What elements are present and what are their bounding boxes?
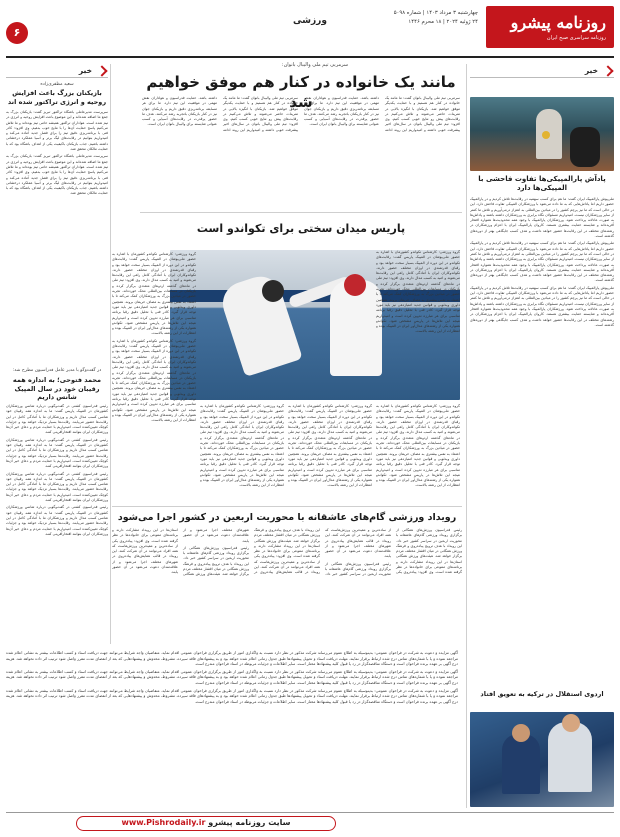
main-kicker: سرمربی تیم ملی والیبال بانوان:	[281, 62, 349, 68]
page-footer	[6, 812, 614, 832]
taekwondo-body-col2: گروه ورزشی: کارشناس تکواندو کشورمان با اشاره به حضور ملی‌پوشان در المپیک پاریس گفت: رقابت‌های تکواندو در این دوره از المپیک بسیار سخت خواهد بود و رقبای قدرتمندی در اوزان مختلف حضور دارند. تکواندوکاران ایران با آمادگی کامل راهی این رقابت‌ها می‌شوند و امید به کسب مدال دارند. وی افزود: تیم ملی در ماه‌های گذشته اردوهای متعددی برگزار کرده و بازیکنان در مسابقات بین‌المللی محک خورده‌اند. تجربه حضور در میادین بزرگ به ورزشکاران کمک می‌کند تا با اعتماد به نفس بیشتری به مصاف حریفان بروند. همچنین داوری ویدئویی و قوانین جدید امتیازدهی نیز باید مورد توجه قرار گیرد. کادر فنی با تحلیل دقیق رقبا برنامه مناسبی برای هر مبارزه تدوین کرده است و امیدواریم نتیجه این تلاش‌ها در پاریس مشخص شود. تکواندو همواره یکی از رشته‌های مدال‌آور ایران در المپیک بوده و انتظارات از این رشته بالاست.	[288, 404, 372, 488]
taekwondo-divider	[112, 506, 462, 507]
chevron-icon	[602, 65, 613, 76]
section-title: ورزشی	[293, 16, 327, 26]
website-label: سایت روزنامه پیشرو	[208, 818, 291, 827]
header-rule	[6, 56, 614, 58]
taekwondo-headline[interactable]: پاریس میدان سختی برای تکواندو است	[196, 222, 406, 235]
column-divider	[466, 64, 467, 808]
column-divider	[110, 64, 111, 644]
right-column-headline[interactable]: پادآش پارالمپیکی‌ها تفاوت فاحشی با المپیکی‌ها دارد	[478, 175, 606, 192]
website-url[interactable]: www.Pishrodaily.ir	[121, 818, 206, 827]
main-article-body: سرمربی تیم ملی والیبال بانوان گفت: ما مانند یک خانواده در کنار هم هستیم و با حمایت یکدیگر موفق خواهیم شد. بازیکنان با انگیزه بالایی در تمرینات حاضر می‌شوند و تلاش می‌کنیم در رقابت‌های پیش رو نتایج خوبی کسب کنیم. وی افزود: تیم ملی والیبال بانوان در سال‌های اخیر پیشرفت خوبی داشته و امیدواریم این روند ادامه داشته باشد. حمایت فدراسیون و هواداران نقش مهمی در موفقیت این تیم دارد. ما برای هر مسابقه برنامه‌ریزی دقیق داریم و بازیکنان جوان نیز در کنار بازیکنان باتجربه رشد می‌کنند. هدف ما حضور پرقدرت در رقابت‌های آسیایی و کسب عنوانی شایسته برای والیبال بانوان ایران است. سرمربی تیم ملی والیبال بانوان گفت: ما مانند یک خانواده در کنار هم هستیم و با حمایت یکدیگر موفق خواهیم شد. بازیکنان با انگیزه بالایی در تمرینات حاضر می‌شوند و تلاش می‌کنیم در رقابت‌های پیش رو نتایج خوبی کسب کنیم. وی افزود: تیم ملی والیبال بانوان در سال‌های اخیر پیشرفت خوبی داشته و امیدواریم این روند ادامه داشته باشد. حمایت فدراسیون و هواداران نقش مهمی در موفقیت این تیم دارد. ما برای هر مسابقه برنامه‌ریزی دقیق داریم و بازیکنان جوان نیز در کنار بازیکنان باتجربه رشد می‌کنند. هدف ما حضور پرقدرت در رقابت‌های آسیایی و کسب عنوانی شایسته برای والیبال بانوان ایران است.	[142, 96, 460, 132]
left-sub-kicker: در گفت‌وگو با مدیر عامل فدراسیون مطرح شد:	[12, 368, 102, 373]
event-body: رئیس فدراسیون ورزش‌های همگانی از برگزاری رویداد ورزشی گام‌های عاشقانه با محوریت اربعین در سراسر کشور خبر داد. این رویداد با هدف ترویج پیاده‌روی و فرهنگ ورزش همگانی در میان اقشار مختلف مردم برگزار خواهد شد. هیئت‌های ورزش همگانی استان‌ها در این رویداد مشارکت دارند و برنامه‌های متنوعی برای خانواده‌ها در نظر گرفته شده است. وی افزود: پیاده‌روی یکی از ساده‌ترین و مفیدترین ورزش‌هاست که همه افراد می‌توانند در آن شرکت کنند. این رویداد در قالب همایش‌های پیاده‌روی در شهرهای مختلف اجرا می‌شود و از علاقه‌مندان دعوت می‌شود در آن حضور یابند. رئیس فدراسیون ورزش‌های همگانی از برگزاری رویداد ورزشی گام‌های عاشقانه با محوریت اربعین در سراسر کشور خبر داد. این رویداد با هدف ترویج پیاده‌روی و فرهنگ ورزش همگانی در میان اقشار مختلف مردم برگزار خواهد شد. هیئت‌های ورزش همگانی استان‌ها در این رویداد مشارکت دارند و برنامه‌های متنوعی برای خانواده‌ها در نظر گرفته شده است. وی افزود: پیاده‌روی یکی از ساده‌ترین و مفیدترین ورزش‌هاست که همه افراد می‌توانند در آن شرکت کنند. این رویداد در قالب همایش‌های پیاده‌روی در شهرهای مختلف اجرا می‌شود و از علاقه‌مندان دعوت می‌شود در آن حضور یابند. رئیس فدراسیون ورزش‌های همگانی از برگزاری رویداد ورزشی گام‌های عاشقانه با محوریت اربعین در سراسر کشور خبر داد. این رویداد با هدف ترویج پیاده‌روی و فرهنگ ورزش همگانی در میان اقشار مختلف مردم برگزار خواهد شد. هیئت‌های ورزش همگانی استان‌ها در این رویداد مشارکت دارند و برنامه‌های متنوعی برای خانواده‌ها در نظر گرفته شده است. وی افزود: پیاده‌روی یکی از ساده‌ترین و مفیدترین ورزش‌هاست که همه افراد می‌توانند در آن شرکت کنند. این رویداد در قالب همایش‌های پیاده‌روی در شهرهای مختلف اجرا می‌شود و از علاقه‌مندان دعوت می‌شود در آن حضور یابند.	[112, 528, 462, 577]
left-sub-body: رئیس فدراسیون کشتی در گفت‌وگویی درباره شانس ورزشکاران کشورمان در المپیک پاریس گفت: ما به اندازه همه رقیبان خود شانس کسب مدال داریم و ورزشکاران ما با آمادگی کامل در این رقابت‌ها حضور می‌یابند. رقابت‌ها بسیار نزدیک خواهد بود و جزئیات کوچک تعیین‌کننده است. امیدواریم با حمایت مردم و دعای خیر آن‌ها ورزشکاران ایران بتوانند افتخارآفرینی کنند. رئیس فدراسیون کشتی در گفت‌وگویی درباره شانس ورزشکاران کشورمان در المپیک پاریس گفت: ما به اندازه همه رقیبان خود شانس کسب مدال داریم و ورزشکاران ما با آمادگی کامل در این رقابت‌ها حضور می‌یابند. رقابت‌ها بسیار نزدیک خواهد بود و جزئیات کوچک تعیین‌کننده است. امیدواریم با حمایت مردم و دعای خیر آن‌ها ورزشکاران ایران بتوانند افتخارآفرینی کنند. رئیس فدراسیون کشتی در گفت‌وگویی درباره شانس ورزشکاران کشورمان در المپیک پاریس گفت: ما به اندازه همه رقیبان خود شانس کسب مدال داریم و ورزشکاران ما با آمادگی کامل در این رقابت‌ها حضور می‌یابند. رقابت‌ها بسیار نزدیک خواهد بود و جزئیات کوچک تعیین‌کننده است. امیدواریم با حمایت مردم و دعای خیر آن‌ها ورزشکاران ایران بتوانند افتخارآفرینی کنند. رئیس فدراسیون کشتی در گفت‌وگویی درباره شانس ورزشکاران کشورمان در المپیک پاریس گفت: ما به اندازه همه رقیبان خود شانس کسب مدال داریم و ورزشکاران ما با آمادگی کامل در این رقابت‌ها حضور می‌یابند. رقابت‌ها بسیار نزدیک خواهد بود و جزئیات کوچک تعیین‌کننده است. امیدواریم با حمایت مردم و دعای خیر آن‌ها ورزشکاران ایران بتوانند افتخارآفرینی کنند.	[6, 404, 108, 536]
taekwondo-body-col1: گروه ورزشی: کارشناس تکواندو کشورمان با اشاره به حضور ملی‌پوشان در المپیک پاریس گفت: رقابت‌های تکواندو در این دوره از المپیک بسیار سخت خواهد بود و رقبای قدرتمندی در اوزان مختلف حضور دارند. تکواندوکاران ایران با آمادگی کامل راهی این رقابت‌ها می‌شوند و امید به کسب مدال دارند. وی افزود: تیم ملی در ماه‌های گذشته اردوهای متعددی برگزار کرده و بازیکنان در مسابقات بین‌المللی محک خورده‌اند. تجربه حضور در میادین بزرگ به ورزشکاران کمک می‌کند تا با اعتماد به نفس بیشتری به مصاف حریفان بروند. همچنین داوری ویدئویی و قوانین جدید امتیازدهی نیز باید مورد توجه قرار گیرد. کادر فنی با تحلیل دقیق رقبا برنامه مناسبی برای هر مبارزه تدوین کرده است و امیدواریم نتیجه این تلاش‌ها در پاریس مشخص شود. تکواندو همواره یکی از رشته‌های مدال‌آور ایران در المپیک بوده و انتظارات از این رشته بالاست.	[376, 404, 460, 488]
taekwondo-body-col3: گروه ورزشی: کارشناس تکواندو کشورمان با اشاره به حضور ملی‌پوشان در المپیک پاریس گفت: رقابت‌های تکواندو در این دوره از المپیک بسیار سخت خواهد بود و رقبای قدرتمندی در اوزان مختلف حضور دارند. تکواندوکاران ایران با آمادگی کامل راهی این رقابت‌ها می‌شوند و امید به کسب مدال دارند. وی افزود: تیم ملی در ماه‌های گذشته اردوهای متعددی برگزار کرده و بازیکنان در مسابقات بین‌المللی محک خورده‌اند. تجربه حضور در میادین بزرگ به ورزشکاران کمک می‌کند تا با اعتماد به نفس بیشتری به مصاف حریفان بروند. همچنین داوری ویدئویی و قوانین جدید امتیازدهی نیز باید مورد توجه قرار گیرد. کادر فنی با تحلیل دقیق رقبا برنامه مناسبی برای هر مبارزه تدوین کرده است و امیدواریم نتیجه این تلاش‌ها در پاریس مشخص شود. تکواندو همواره یکی از رشته‌های مدال‌آور ایران در المپیک بوده و انتظارات از این رشته بالاست.	[200, 404, 284, 488]
main-divider	[140, 212, 462, 213]
event-headline[interactable]: رویداد ورزشی گام‌های عاشقانه با محوریت اربعین در کشور اجرا می‌شود	[117, 512, 457, 523]
page-number: ۶	[6, 22, 28, 44]
left-headline[interactable]: بازیکنان بزرگ باعث افزایش روحیه و انرژی تراکتور شده اند	[7, 89, 107, 106]
main-headline[interactable]: مانند یک خانواده در کنار هم موفق خواهیم شد	[146, 73, 456, 111]
brand-name: روزنامه پیشرو	[510, 13, 606, 32]
taekwondo-body-col4: گروه ورزشی: کارشناس تکواندو کشورمان با اشاره به حضور ملی‌پوشان در المپیک پاریس گفت: رقابت‌های تکواندو در این دوره از المپیک بسیار سخت خواهد بود و رقبای قدرتمندی در اوزان مختلف حضور دارند. تکواندوکاران ایران با آمادگی کامل راهی این رقابت‌ها می‌شوند و امید به کسب مدال دارند. وی افزود: تیم ملی در ماه‌های گذشته اردوهای متعددی برگزار کرده و بازیکنان در مسابقات بین‌المللی محک خورده‌اند. تجربه حضور در میادین بزرگ به ورزشکاران کمک می‌کند تا با اعتماد به نفس بیشتری به مصاف حریفان بروند. همچنین داوری ویدئویی و قوانین جدید امتیازدهی نیز باید مورد توجه قرار گیرد. کادر فنی با تحلیل دقیق رقبا برنامه مناسبی برای هر مبارزه تدوین کرده است و امیدواریم نتیجه این تلاش‌ها در پاریس مشخص شود. تکواندو همواره یکی از رشته‌های مدال‌آور ایران در المپیک بوده و انتظارات از این رشته بالاست. گروه ورزشی: کارشناس تکواندو کشورمان با اشاره به حضور ملی‌پوشان در المپیک پاریس گفت: رقابت‌های تکواندو در این دوره از المپیک بسیار سخت خواهد بود و رقبای قدرتمندی در اوزان مختلف حضور دارند. تکواندوکاران ایران با آمادگی کامل راهی این رقابت‌ها می‌شوند و امید به کسب مدال دارند. وی افزود: تیم ملی در ماه‌های گذشته اردوهای متعددی برگزار کرده و بازیکنان در مسابقات بین‌المللی محک خورده‌اند. تجربه حضور در میادین بزرگ به ورزشکاران کمک می‌کند تا با اعتماد به نفس بیشتری به مصاف حریفان بروند. همچنین داوری ویدئویی و قوانین جدید امتیازدهی نیز باید مورد توجه قرار گیرد. کادر فنی با تحلیل دقیق رقبا برنامه مناسبی برای هر مبارزه تدوین کرده است و امیدواریم نتیجه این تلاش‌ها در پاریس مشخص شود. تکواندو همواره یکی از رشته‌های مدال‌آور ایران در المپیک بوده و انتظارات از این رشته بالاست.	[112, 252, 196, 423]
left-sub-headline[interactable]: محمد فتوحی؛ به اندازه همه رقیبان خود در سال المپیک شانس داریم	[12, 376, 102, 401]
left-column-label: خبر	[78, 66, 92, 75]
page-header	[0, 0, 620, 56]
date-line-gregorian: ۲۴ ژوئیه ۲۰۲۴ | ۱۸ محرم ۱۴۴۶	[408, 19, 478, 25]
right-column-bar	[470, 64, 614, 78]
brand-subtitle: روزنامه سراسری صبح ایران	[546, 35, 606, 41]
para-athlete-photo	[470, 97, 614, 171]
right-column-body: ملی‌پوش پارالمپیک ایران گفت: ما هم برای کسب سهمیه در رقابت‌ها تلاش کردیم و در پارالمپیک حضور داریم اما پاداش‌هایی که به ما داده می‌شود با ورزشکاران المپیکی تفاوت فاحش دارد. این در حالی است که ما نیز پرچم کشور را در میادین بین‌المللی به اهتزاز درمی‌آوریم و تلاش ما کمتر از سایر ورزشکاران نیست. امیدواریم مسئولان نگاه برابری به ورزشکاران داشته باشند و پاداش‌ها به صورت عادلانه پرداخت شود. ورزشکاران پارالمپیک با وجود همه محدودیت‌ها همواره افتخار آفریده‌اند و شایسته حمایت بیشتری هستند. کاروان پارالمپیک ایران با اعزام ورزشکاران در رشته‌های مختلف در این رقابت‌ها حضور خواهد داشت و هدف کسب جایگاهی بهتر از دوره‌های گذشته است. ملی‌پوش پارالمپیک ایران گفت: ما هم برای کسب سهمیه در رقابت‌ها تلاش کردیم و در پارالمپیک حضور داریم اما پاداش‌هایی که به ما داده می‌شود با ورزشکاران المپیکی تفاوت فاحش دارد. این در حالی است که ما نیز پرچم کشور را در میادین بین‌المللی به اهتزاز درمی‌آوریم و تلاش ما کمتر از سایر ورزشکاران نیست. امیدواریم مسئولان نگاه برابری به ورزشکاران داشته باشند و پاداش‌ها به صورت عادلانه پرداخت شود. ورزشکاران پارالمپیک با وجود همه محدودیت‌ها همواره افتخار آفریده‌اند و شایسته حمایت بیشتری هستند. کاروان پارالمپیک ایران با اعزام ورزشکاران در رشته‌های مختلف در این رقابت‌ها حضور خواهد داشت و هدف کسب جایگاهی بهتر از دوره‌های گذشته است. ملی‌پوش پارالمپیک ایران گفت: ما هم برای کسب سهمیه در رقابت‌ها تلاش کردیم و در پارالمپیک حضور داریم اما پاداش‌هایی که به ما داده می‌شود با ورزشکاران المپیکی تفاوت فاحش دارد. این در حالی است که ما نیز پرچم کشور را در میادین بین‌المللی به اهتزاز درمی‌آوریم و تلاش ما کمتر از سایر ورزشکاران نیست. امیدواریم مسئولان نگاه برابری به ورزشکاران داشته باشند و پاداش‌ها به صورت عادلانه پرداخت شود. ورزشکاران پارالمپیک با وجود همه محدودیت‌ها همواره افتخار آفریده‌اند و شایسته حمایت بیشتری هستند. کاروان پارالمپیک ایران با اعزام ورزشکاران در رشته‌های مختلف در این رقابت‌ها حضور خواهد داشت و هدف کسب جایگاهی بهتر از دوره‌های گذشته است.	[470, 197, 614, 327]
chevron-icon	[96, 65, 107, 76]
newspaper-logo[interactable]	[486, 6, 614, 48]
right-column-label: خبر	[584, 66, 598, 75]
date-line-persian: چهارشنبه ۳ مرداد ۱۴۰۳ | شماره ۵۰۹۸	[393, 10, 478, 16]
legal-notice-text: آگهی مزایده و دعوت به شرکت در فراخوان عمومی: بدینوسیله به اطلاع عموم می‌رساند شرکت مذکور در نظر دارد نسبت به واگذاری امور از طریق برگزاری فراخوان عمومی اقدام نماید. متقاضیان واجد شرایط می‌توانند جهت دریافت اسناد و کسب اطلاعات بیشتر به نشانی اعلام شده مراجعه نموده و یا با شماره‌های تماس درج شده ارتباط برقرار نمایند. مهلت دریافت اسناد و تحویل پیشنهادها طبق جدول زمانی اعلام شده خواهد بود و به پیشنهادهای فاقد سپرده، مشروط، مخدوش و پیشنهادهایی که بعد از انقضای مدت مقرر واصل شود ترتیب اثر داده نخواهد شد. هزینه درج آگهی بر عهده برنده فراخوان است و دستگاه مناقصه‌گزار در رد یا قبول کلیه پیشنهادها مختار است. سایر اطلاعات و جزئیات مربوطه در اسناد فراخوان مندرج است. آگهی مزایده و دعوت به شرکت در فراخوان عمومی: بدینوسیله به اطلاع عموم می‌رساند شرکت مذکور در نظر دارد نسبت به واگذاری امور از طریق برگزاری فراخوان عمومی اقدام نماید. متقاضیان واجد شرایط می‌توانند جهت دریافت اسناد و کسب اطلاعات بیشتر به نشانی اعلام شده مراجعه نموده و یا با شماره‌های تماس درج شده ارتباط برقرار نمایند. مهلت دریافت اسناد و تحویل پیشنهادها طبق جدول زمانی اعلام شده خواهد بود و به پیشنهادهای فاقد سپرده، مشروط، مخدوش و پیشنهادهایی که بعد از انقضای مدت مقرر واصل شود ترتیب اثر داده نخواهد شد. هزینه درج آگهی بر عهده برنده فراخوان است و دستگاه مناقصه‌گزار در رد یا قبول کلیه پیشنهادها مختار است. سایر اطلاعات و جزئیات مربوطه در اسناد فراخوان مندرج است. آگهی مزایده و دعوت به شرکت در فراخوان عمومی: بدینوسیله به اطلاع عموم می‌رساند شرکت مذکور در نظر دارد نسبت به واگذاری امور از طریق برگزاری فراخوان عمومی اقدام نماید. متقاضیان واجد شرایط می‌توانند جهت دریافت اسناد و کسب اطلاعات بیشتر به نشانی اعلام شده مراجعه نموده و یا با شماره‌های تماس درج شده ارتباط برقرار نمایند. مهلت دریافت اسناد و تحویل پیشنهادها طبق جدول زمانی اعلام شده خواهد بود و به پیشنهادهای فاقد سپرده، مشروط، مخدوش و پیشنهادهایی که بعد از انقضای مدت مقرر واصل شود ترتیب اثر داده نخواهد شد. هزینه درج آگهی بر عهده برنده فراخوان است و دستگاه مناقصه‌گزار در رد یا قبول کلیه پیشنهادها مختار است. سایر اطلاعات و جزئیات مربوطه در اسناد فراخوان مندرج است.	[6, 650, 458, 704]
taekwondo-body-lead: گروه ورزشی: کارشناس تکواندو کشورمان با اشاره به حضور ملی‌پوشان در المپیک پاریس گفت: رقابت‌های تکواندو در این دوره از المپیک بسیار سخت خواهد بود و رقبای قدرتمندی در اوزان مختلف حضور دارند. تکواندوکاران ایران با آمادگی کامل راهی این رقابت‌ها می‌شوند و امید به کسب مدال دارند. وی افزود: تیم ملی در ماه‌های گذشته اردوهای متعددی برگزار کرده و بازیکنان در مسابقات بین‌المللی محک خورده‌اند. تجربه حضور در میادین بزرگ به ورزشکاران کمک می‌کند تا با اعتماد به نفس بیشتری به مصاف حریفان بروند. همچنین داوری ویدئویی و قوانین جدید امتیازدهی نیز باید مورد توجه قرار گیرد. کادر فنی با تحلیل دقیق رقبا برنامه مناسبی برای هر مبارزه تدوین کرده است و امیدواریم نتیجه این تلاش‌ها در پاریس مشخص شود. تکواندو همواره یکی از رشته‌های مدال‌آور ایران در المپیک بوده و انتظارات از این رشته بالاست.	[376, 250, 460, 334]
left-body: سرپرست مدیرعاملی باشگاه تراکتور تبریز گفت: بازیکنان بزرگ به جمع ما اضافه شده‌اند و این موضوع باعث افزایش روحیه و انرژی در تیم شده است. هواداران تراکتور همیشه حامی تیم بوده‌اند و ما تلاش می‌کنیم پاسخ حمایت آن‌ها را با نتایج خوب بدهیم. وی افزود: کادر فنی با برنامه‌ریزی دقیق تیم را برای فصل جدید آماده می‌کند و امیدواریم بتوانیم در رقابت‌های لیگ برتر و آسیا عملکرد درخشانی داشته باشیم. جذب بازیکنان باکیفیت یکی از اهداف باشگاه بود که با حمایت مالکان محقق شد. سرپرست مدیرعاملی باشگاه تراکتور تبریز گفت: بازیکنان بزرگ به جمع ما اضافه شده‌اند و این موضوع باعث افزایش روحیه و انرژی در تیم شده است. هواداران تراکتور همیشه حامی تیم بوده‌اند و ما تلاش می‌کنیم پاسخ حمایت آن‌ها را با نتایج خوب بدهیم. وی افزود: کادر فنی با برنامه‌ریزی دقیق تیم را برای فصل جدید آماده می‌کند و امیدواریم بتوانیم در رقابت‌های لیگ برتر و آسیا عملکرد درخشانی داشته باشیم. جذب بازیکنان باکیفیت یکی از اهداف باشگاه بود که با حمایت مالکان محقق شد.	[6, 110, 108, 196]
website-banner[interactable]	[76, 816, 336, 831]
esteghlal-headline[interactable]: اردوی استقلال در ترکیه به تعویق افتاد	[470, 690, 614, 699]
left-column-bar	[6, 64, 108, 78]
left-byline: سعید مظفری‌زاده	[40, 82, 74, 87]
esteghlal-photo	[470, 712, 614, 807]
